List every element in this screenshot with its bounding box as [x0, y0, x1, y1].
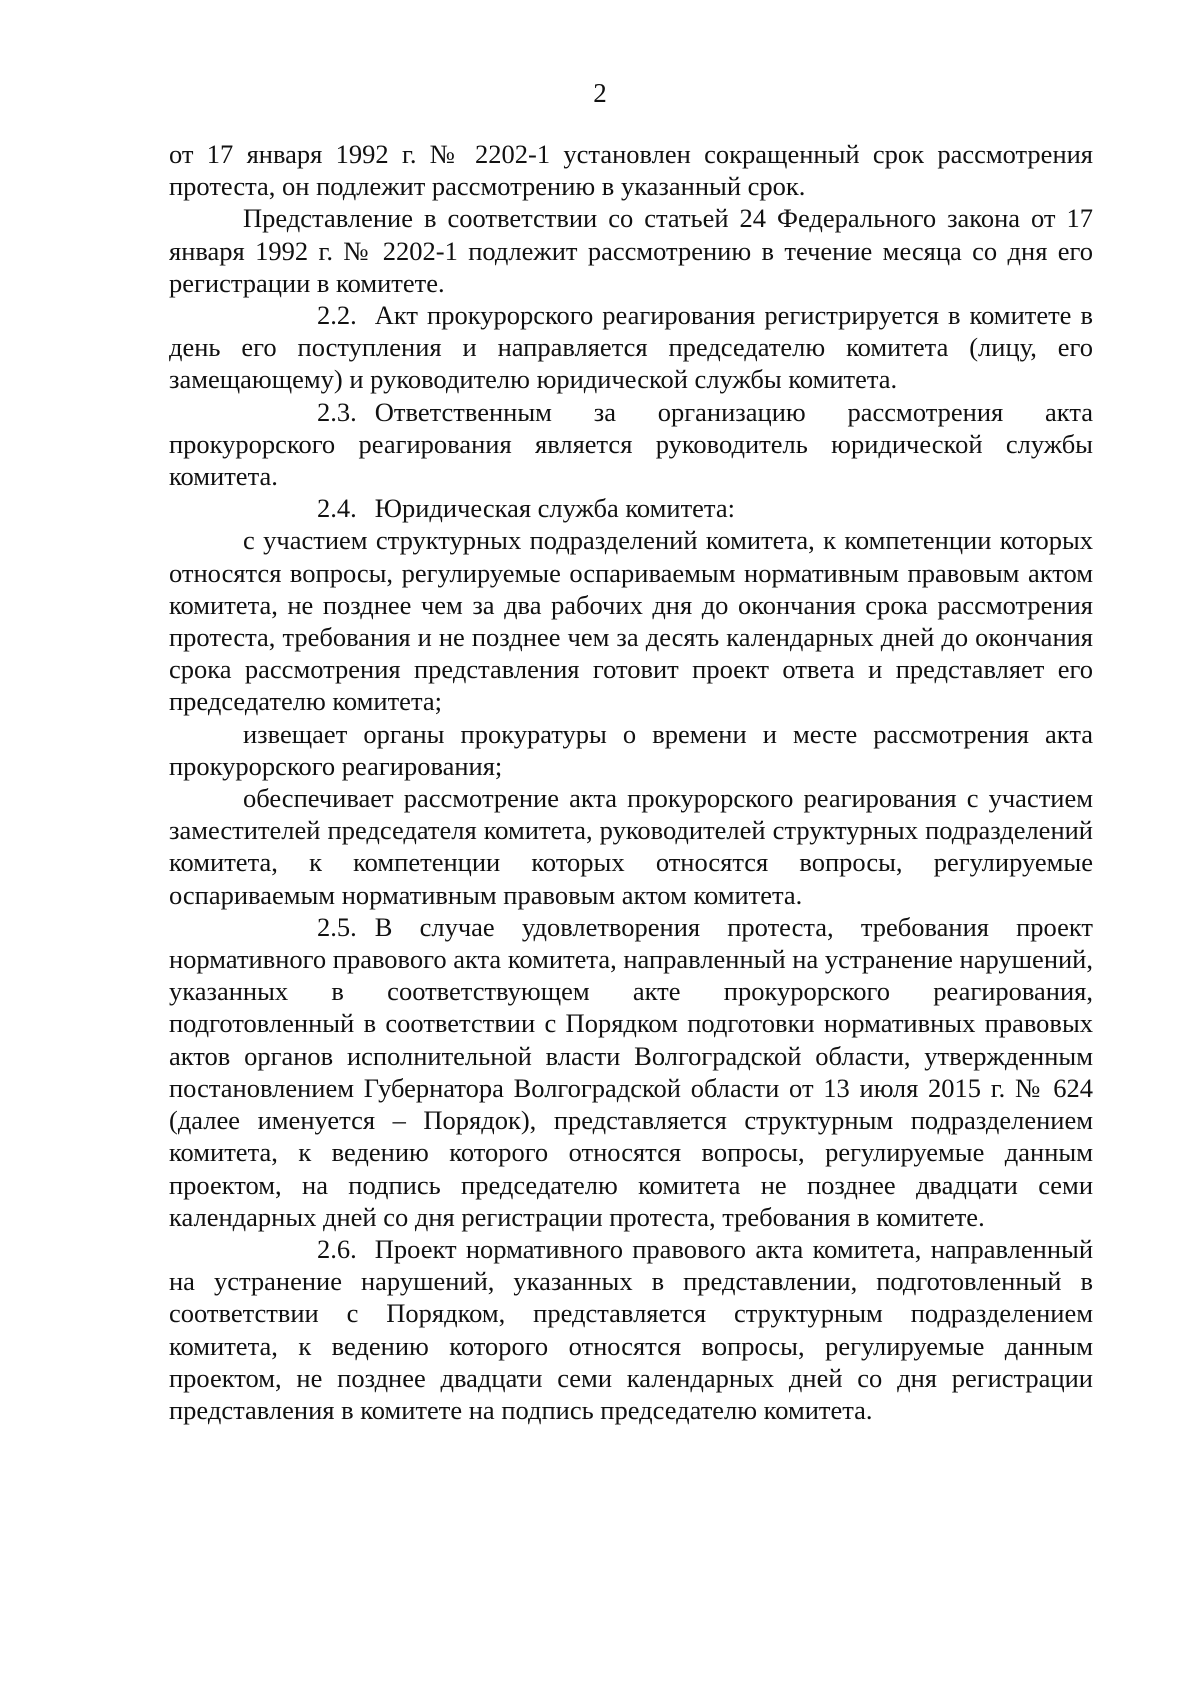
- clause-number: 2.5.: [317, 911, 357, 942]
- paragraph-2-3: [169, 396, 1093, 493]
- clause-number: 2.3.: [317, 396, 357, 427]
- clause-number: 2.4.: [317, 493, 357, 524]
- paragraph-text: Юридическая служба комитета:: [374, 493, 735, 524]
- paragraph-text: В случае удовлетворения протеста, требования проект нормативного правового акта комитета, направленный на устранение нарушений, указанных в соответствующем акте прокурорского реагирования, подготовленный в соответствии с Порядком подготовки нормативных правовых актов органов исполнительной власти Волгоградской области, утвержденным постановлением Губернатора Волгоградской области от 13 июля 2015 г. № 624 (далее именуется – Порядок), представляется структурным подразделением комитета, к ведению которого относятся вопросы, регулируемые данным проектом, на подпись председателю комитета не позднее двадцати семи календарных дней со дня регистрации протеста, требования в комитете.: [169, 911, 1093, 1232]
- paragraph-legal-service-duty-1: [169, 524, 1093, 717]
- paragraph-text: извещает органы прокуратуры о времени и месте рассмотрения акта прокурорского реагирования;: [169, 718, 1093, 781]
- paragraph-text: Проект нормативного правового акта комитета, направленный на устранение нарушений, указанных в представлении, подготовленный в соответствии с Порядком, представляется структурным подразделением комитета, к ведению которого относятся вопросы, регулируемые данным проектом, не позднее двадцати семи календарных дней со дня регистрации представления в комитете на подпись председателю комитета.: [169, 1233, 1093, 1425]
- paragraph-text: Ответственным за организацию рассмотрения акта прокурорского реагирования является руководитель юридической службы комитета.: [169, 396, 1093, 492]
- document-body: [169, 138, 1093, 1426]
- paragraph-text: Акт прокурорского реагирования регистрируется в комитете в день его поступления и направляется председателю комитета (лицу, его замещающему) и руководителю юридической службы комитета.: [169, 300, 1093, 395]
- clause-number: 2.2.: [317, 300, 357, 331]
- paragraph-text: обеспечивает рассмотрение акта прокурорского реагирования с участием заместителей председателя комитета, руководителей структурных подразделений комитета, к компетенции которых относятся вопросы, регулируемые оспариваемым нормативным правовым актом комитета.: [169, 783, 1093, 910]
- paragraph-legal-service-duty-3: [169, 782, 1093, 911]
- paragraph-2-4: [169, 492, 1093, 524]
- paragraph-representation: [169, 202, 1093, 299]
- paragraph-text: с участием структурных подразделений комитета, к компетенции которых относятся вопросы, регулируемые оспариваемым нормативным правовым актом комитета, не позднее чем за два рабочих дня до окончания срока рассмотрения протеста, требования и не позднее чем за десять календарных дней до окончания срока рассмотрения представления готовит проект ответа и представляет его председателю комитета;: [169, 525, 1093, 717]
- clause-number: 2.6.: [317, 1233, 357, 1264]
- paragraph-2-5: [169, 911, 1093, 1233]
- paragraph-text: от 17 января 1992 г. № 2202-1 установлен сокращенный срок рассмотрения протеста, он подлежит рассмотрению в указанный срок.: [169, 139, 1093, 202]
- paragraph-2-2: [169, 299, 1093, 396]
- paragraph-continuation: [169, 138, 1093, 202]
- page-number: 2: [593, 78, 607, 108]
- paragraph-text: Представление в соответствии со статьей 24 Федерального закона от 17 января 1992 г. № 2202-1 подлежит рассмотрению в течение месяца со дня его регистрации в комитете.: [169, 203, 1093, 298]
- paragraph-2-6: [169, 1233, 1093, 1426]
- paragraph-legal-service-duty-2: [169, 718, 1093, 782]
